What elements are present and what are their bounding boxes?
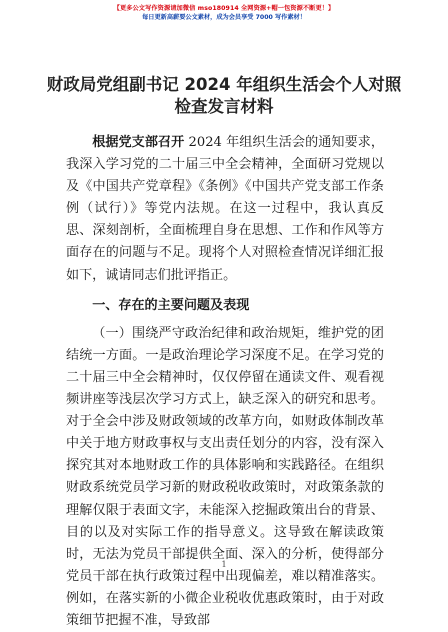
page-number: 1 — [221, 560, 227, 569]
promo-banner-line-2: 每日更新高薪要公文素材，成为会员享受 7000 写作素材！ — [142, 14, 306, 21]
intro-paragraph — [66, 132, 384, 287]
promo-banner — [0, 4, 448, 22]
document-title: 财政局党组副书记 2024 年组织生活会个人对照检查发言材料 — [46, 75, 402, 116]
document-body — [66, 132, 384, 632]
section-paragraph: （一）围绕严守政治纪律和政治规矩，维护党的团结统一方面。一是政治理论学习深度不足。在学习党的二十届三中全会精神时，仅仅停留在通读文件、观看视频讲座等浅层次学习方式上，缺乏深入的研究和思考。对于全会中涉及财政领域的改革方向，如财政体制改革中关于地方财政事权与支出责任划分的内容，没有深入探究其对本地财政工作的具体影响和实践路径。在组织财政系统党员学习新的财政税收政策时，对政策条款的理解仅限于表面文字，未能深入挖掘政策出台的背景、目的以及对实际工作的指导意义。这导致在解读政策时，无法为党员干部提供全面、深入的分析，使得部分党员干部在执行政策过程中出现偏差，难以精准落实。例如，在落实新的小微企业税收优惠政策时，由于对政策细节把握不准，导致部 — [66, 325, 384, 628]
promo-banner-line-1: 【更多公文写作资源请加微信 mso180914 全网资源+帽一包资源不断更！】 — [113, 5, 335, 12]
intro-bold-text: 根据党支部召开 — [92, 135, 185, 150]
section-heading: 一、存在的主要问题及表现 — [92, 297, 250, 313]
intro-text: 2024 年组织生活会的通知要求，我深入学习党的二十届三中全会精神，全面研习党规以及《中国共产党章程》《条例》《中国共产党支部工作条例（试行）》等党内法规。在这一过程中，我认真反思、深刻剖析，全面梳理自身在思想、工作和作风等方面存在的问题与不足。现将个人对照检查情况详细汇报如下，诚请同志们批评指正。 — [66, 135, 384, 283]
